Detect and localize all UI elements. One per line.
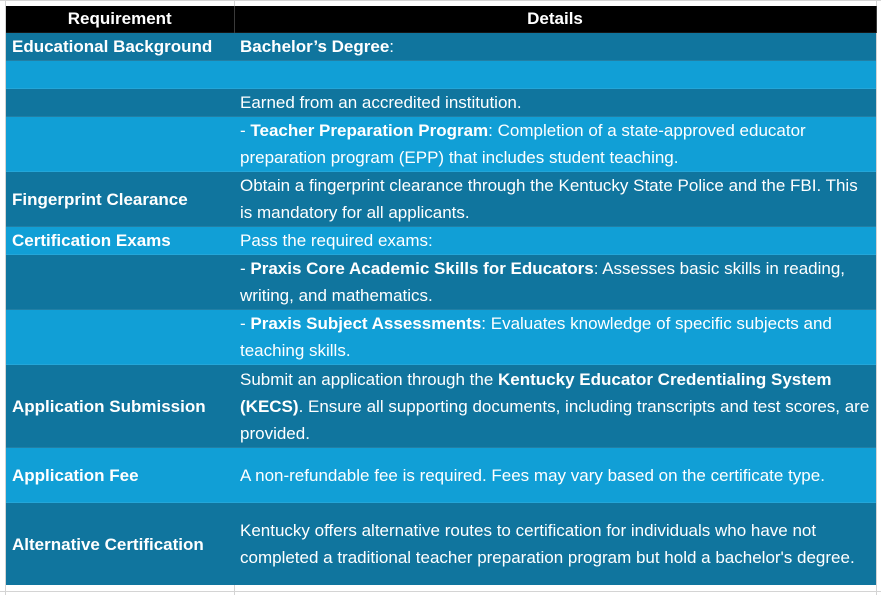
details-cell[interactable]: Obtain a fingerprint clearance through the Kentucky State Police and the FBI. This is mandatory for all applicants. — [234, 172, 876, 227]
details-bold-text: Praxis Core Academic Skills for Educators — [250, 259, 594, 278]
details-cell[interactable]: Earned from an accredited institution. — [234, 89, 876, 117]
table-row — [6, 227, 876, 255]
details-cell[interactable] — [234, 61, 876, 89]
table-row — [6, 33, 876, 61]
table-row — [6, 448, 876, 503]
table-row — [6, 255, 876, 310]
requirement-cell[interactable] — [6, 255, 234, 310]
requirement-cell[interactable]: Alternative Certification — [6, 503, 234, 586]
table-row — [6, 117, 876, 172]
table-row — [6, 503, 876, 586]
requirement-cell[interactable] — [6, 117, 234, 172]
details-bold-text: Kentucky Educator Credentialing System (KECS) — [240, 369, 832, 416]
gridline — [0, 0, 881, 1]
requirement-cell[interactable]: Application Submission — [6, 365, 234, 448]
details-cell[interactable] — [234, 33, 876, 61]
requirement-cell[interactable] — [6, 61, 234, 89]
details-bold-text: Praxis Subject Assessments — [250, 314, 482, 333]
requirements-table — [6, 6, 877, 585]
gridline — [0, 591, 881, 592]
details-cell[interactable] — [234, 365, 876, 448]
details-text: : Completion of a state-approved educator preparation program (EPP) that includes student teaching. — [240, 121, 806, 167]
details-cell[interactable]: A non-refundable fee is required. Fees may vary based on the certificate type. — [234, 448, 876, 503]
column-header-requirement[interactable]: Requirement — [6, 6, 234, 33]
details-text: : — [389, 37, 395, 56]
details-cell[interactable] — [234, 255, 876, 310]
requirement-cell[interactable]: Application Fee — [6, 448, 234, 503]
requirement-cell[interactable]: Educational Background — [6, 33, 234, 61]
details-prefix: - — [240, 259, 251, 278]
details-prefix: Submit an application through the — [240, 369, 499, 389]
details-text: : Evaluates knowledge of specific subjects and teaching skills. — [240, 314, 832, 360]
column-header-details[interactable]: Details — [234, 6, 876, 33]
table-row — [6, 365, 876, 448]
details-prefix: - — [240, 121, 251, 140]
details-text: . Ensure all supporting documents, including transcripts and test scores, are provided. — [240, 396, 870, 443]
requirement-cell[interactable]: Fingerprint Clearance — [6, 172, 234, 227]
table-row — [6, 172, 876, 227]
details-cell[interactable]: Kentucky offers alternative routes to certification for individuals who have not completed a traditional teacher preparation program but hold a bachelor's degree. — [234, 503, 876, 586]
table-row — [6, 310, 876, 365]
table-header-row — [6, 6, 876, 33]
table-row — [6, 89, 876, 117]
details-cell[interactable]: Pass the required exams: — [234, 227, 876, 255]
requirement-cell[interactable] — [6, 310, 234, 365]
details-cell[interactable] — [234, 310, 876, 365]
table-row — [6, 61, 876, 89]
details-prefix: - — [240, 314, 251, 333]
requirement-cell[interactable]: Certification Exams — [6, 227, 234, 255]
details-text: : Assesses basic skills in reading, writing, and mathematics. — [240, 259, 846, 305]
details-cell[interactable] — [234, 117, 876, 172]
details-bold-text: Bachelor’s Degree — [240, 37, 390, 56]
details-bold-text: Teacher Preparation Program — [250, 121, 489, 140]
requirement-cell[interactable] — [6, 89, 234, 117]
